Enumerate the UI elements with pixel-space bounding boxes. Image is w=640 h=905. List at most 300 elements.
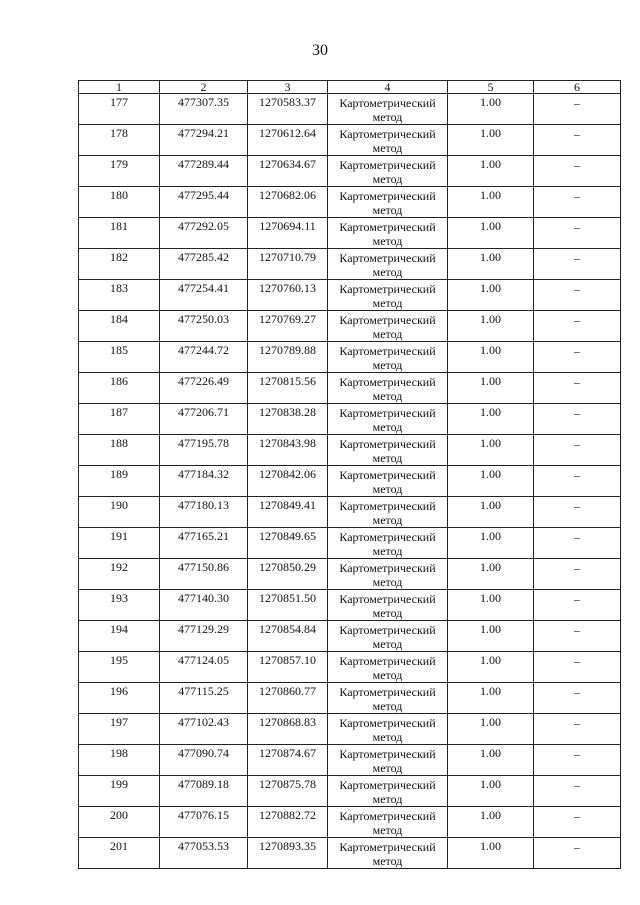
point-number-cell-text: 183 [110, 281, 128, 295]
point-number-cell [79, 528, 160, 559]
accuracy-cell [448, 466, 534, 497]
point-number-cell-text: 201 [110, 839, 128, 853]
point-number-cell [79, 125, 160, 156]
table-row [79, 311, 621, 342]
accuracy-cell [448, 621, 534, 652]
x-coordinate-cell [160, 404, 248, 435]
accuracy-cell-text: 1.00 [480, 808, 501, 822]
x-coordinate-cell [160, 373, 248, 404]
y-coordinate-cell-text: 1270838.28 [259, 405, 316, 419]
x-coordinate-cell-text: 477129.29 [178, 622, 229, 636]
y-coordinate-cell [248, 435, 328, 466]
accuracy-cell [448, 683, 534, 714]
y-coordinate-cell-text: 1270875.78 [259, 777, 316, 791]
method-cell [328, 94, 448, 125]
note-cell-text: – [574, 96, 580, 110]
method-cell [328, 373, 448, 404]
accuracy-cell [448, 218, 534, 249]
x-coordinate-cell-text: 477165.21 [178, 529, 229, 543]
point-number-cell [79, 342, 160, 373]
x-coordinate-cell-text: 477195.78 [178, 436, 229, 450]
x-coordinate-cell-text: 477307.35 [178, 95, 229, 109]
accuracy-cell-text: 1.00 [480, 653, 501, 667]
note-cell-text: – [574, 220, 580, 234]
method-cell [328, 559, 448, 590]
note-cell-text: – [574, 406, 580, 420]
note-cell-text: – [574, 809, 580, 823]
method-cell-text: Картометрический метод [339, 468, 436, 496]
y-coordinate-cell-text: 1270868.83 [259, 715, 316, 729]
note-cell-text: – [574, 747, 580, 761]
accuracy-cell [448, 187, 534, 218]
note-cell [534, 807, 621, 838]
table-row [79, 404, 621, 435]
table-row [79, 125, 621, 156]
x-coordinate-cell-text: 477150.86 [178, 560, 229, 574]
point-number-cell [79, 559, 160, 590]
note-cell-text: – [574, 158, 580, 172]
y-coordinate-cell [248, 559, 328, 590]
method-cell-text: Картометрический метод [339, 375, 436, 403]
y-coordinate-cell-text: 1270612.64 [259, 126, 316, 140]
table-row [79, 466, 621, 497]
x-coordinate-cell-text: 477289.44 [178, 157, 229, 171]
table-row [79, 435, 621, 466]
y-coordinate-cell [248, 776, 328, 807]
note-cell [534, 652, 621, 683]
note-cell [534, 776, 621, 807]
method-cell [328, 187, 448, 218]
method-cell [328, 683, 448, 714]
point-number-cell-text: 184 [110, 312, 128, 326]
x-coordinate-cell-text: 477124.05 [178, 653, 229, 667]
accuracy-cell-text: 1.00 [480, 281, 501, 295]
accuracy-cell [448, 807, 534, 838]
accuracy-cell [448, 435, 534, 466]
method-cell [328, 249, 448, 280]
point-number-cell-text: 191 [110, 529, 128, 543]
y-coordinate-cell-text: 1270882.72 [259, 808, 316, 822]
x-coordinate-cell-text: 477254.41 [178, 281, 229, 295]
accuracy-cell-text: 1.00 [480, 95, 501, 109]
y-coordinate-cell [248, 590, 328, 621]
x-coordinate-cell-text: 477292.05 [178, 219, 229, 233]
accuracy-cell [448, 373, 534, 404]
header-row [79, 81, 621, 94]
table-row [79, 218, 621, 249]
method-cell-text: Картометрический метод [339, 127, 436, 155]
y-coordinate-cell [248, 466, 328, 497]
accuracy-cell [448, 249, 534, 280]
method-cell-text: Картометрический метод [339, 158, 436, 186]
x-coordinate-cell [160, 776, 248, 807]
x-coordinate-cell [160, 187, 248, 218]
accuracy-cell [448, 528, 534, 559]
accuracy-cell [448, 342, 534, 373]
x-coordinate-cell [160, 559, 248, 590]
note-cell [534, 311, 621, 342]
accuracy-cell-text: 1.00 [480, 715, 501, 729]
point-number-cell-text: 182 [110, 250, 128, 264]
note-cell [534, 435, 621, 466]
note-cell [534, 590, 621, 621]
x-coordinate-cell [160, 652, 248, 683]
y-coordinate-cell-text: 1270760.13 [259, 281, 316, 295]
y-coordinate-cell-text: 1270860.77 [259, 684, 316, 698]
note-cell [534, 714, 621, 745]
accuracy-cell [448, 652, 534, 683]
table-row [79, 280, 621, 311]
method-cell-text: Картометрический метод [339, 716, 436, 744]
y-coordinate-cell [248, 373, 328, 404]
x-coordinate-cell-text: 477090.74 [178, 746, 229, 760]
table-row [79, 187, 621, 218]
note-cell-text: – [574, 251, 580, 265]
point-number-cell [79, 435, 160, 466]
table-row [79, 807, 621, 838]
table-row [79, 652, 621, 683]
method-cell-text: Картометрический метод [339, 189, 436, 217]
accuracy-cell-text: 1.00 [480, 219, 501, 233]
point-number-cell [79, 249, 160, 280]
y-coordinate-cell [248, 683, 328, 714]
accuracy-cell-text: 1.00 [480, 467, 501, 481]
note-cell-text: – [574, 685, 580, 699]
point-number-cell [79, 311, 160, 342]
accuracy-cell-text: 1.00 [480, 126, 501, 140]
method-cell-text: Картометрический метод [339, 561, 436, 589]
note-cell-text: – [574, 437, 580, 451]
table-row [79, 94, 621, 125]
x-coordinate-cell [160, 745, 248, 776]
method-cell-text: Картометрический метод [339, 251, 436, 279]
note-cell-text: – [574, 468, 580, 482]
y-coordinate-cell [248, 280, 328, 311]
accuracy-cell [448, 838, 534, 869]
y-coordinate-cell [248, 125, 328, 156]
y-coordinate-cell-text: 1270815.56 [259, 374, 316, 388]
table-row [79, 249, 621, 280]
note-cell [534, 745, 621, 776]
y-coordinate-cell [248, 156, 328, 187]
y-coordinate-cell [248, 249, 328, 280]
accuracy-cell-text: 1.00 [480, 157, 501, 171]
x-coordinate-cell [160, 590, 248, 621]
y-coordinate-cell-text: 1270634.67 [259, 157, 316, 171]
point-number-cell-text: 193 [110, 591, 128, 605]
x-coordinate-cell [160, 435, 248, 466]
method-cell [328, 621, 448, 652]
y-coordinate-cell [248, 652, 328, 683]
y-coordinate-cell [248, 528, 328, 559]
x-coordinate-cell-text: 477180.13 [178, 498, 229, 512]
method-cell [328, 838, 448, 869]
accuracy-cell-text: 1.00 [480, 312, 501, 326]
y-coordinate-cell [248, 745, 328, 776]
note-cell-text: – [574, 375, 580, 389]
y-coordinate-cell-text: 1270874.67 [259, 746, 316, 760]
method-cell-text: Картометрический метод [339, 437, 436, 465]
y-coordinate-cell [248, 621, 328, 652]
table-row [79, 528, 621, 559]
accuracy-cell-text: 1.00 [480, 188, 501, 202]
accuracy-cell [448, 497, 534, 528]
method-cell-text: Картометрический метод [339, 282, 436, 310]
accuracy-cell-text: 1.00 [480, 591, 501, 605]
accuracy-cell-text: 1.00 [480, 250, 501, 264]
point-number-cell [79, 714, 160, 745]
x-coordinate-cell-text: 477089.18 [178, 777, 229, 791]
accuracy-cell [448, 156, 534, 187]
point-number-cell-text: 192 [110, 560, 128, 574]
note-cell [534, 187, 621, 218]
y-coordinate-cell [248, 838, 328, 869]
method-cell-text: Картометрический метод [339, 344, 436, 372]
method-cell [328, 714, 448, 745]
y-coordinate-cell [248, 311, 328, 342]
y-coordinate-cell [248, 807, 328, 838]
x-coordinate-cell-text: 477226.49 [178, 374, 229, 388]
point-number-cell-text: 178 [110, 126, 128, 140]
point-number-cell-text: 198 [110, 746, 128, 760]
point-number-cell [79, 94, 160, 125]
point-number-cell [79, 466, 160, 497]
point-number-cell [79, 776, 160, 807]
y-coordinate-cell-text: 1270849.65 [259, 529, 316, 543]
note-cell-text: – [574, 840, 580, 854]
method-cell-text: Картометрический метод [339, 592, 436, 620]
point-number-cell [79, 404, 160, 435]
note-cell [534, 404, 621, 435]
y-coordinate-cell-text: 1270769.27 [259, 312, 316, 326]
note-cell-text: – [574, 499, 580, 513]
method-cell-text: Картометрический метод [339, 685, 436, 713]
note-cell [534, 466, 621, 497]
method-cell-text: Картометрический метод [339, 778, 436, 806]
accuracy-cell-text: 1.00 [480, 436, 501, 450]
method-cell-text: Картометрический метод [339, 809, 436, 837]
table-header [79, 81, 621, 94]
x-coordinate-cell [160, 342, 248, 373]
point-number-cell-text: 187 [110, 405, 128, 419]
method-cell [328, 156, 448, 187]
method-cell [328, 404, 448, 435]
point-number-cell [79, 807, 160, 838]
point-number-cell [79, 745, 160, 776]
point-number-cell-text: 200 [110, 808, 128, 822]
y-coordinate-cell [248, 404, 328, 435]
accuracy-cell [448, 125, 534, 156]
y-coordinate-cell-text: 1270849.41 [259, 498, 316, 512]
method-cell [328, 807, 448, 838]
x-coordinate-cell [160, 125, 248, 156]
accuracy-cell [448, 311, 534, 342]
point-number-cell-text: 177 [110, 95, 128, 109]
x-coordinate-cell [160, 714, 248, 745]
y-coordinate-cell [248, 187, 328, 218]
note-cell [534, 559, 621, 590]
y-coordinate-cell [248, 714, 328, 745]
accuracy-cell-text: 1.00 [480, 777, 501, 791]
x-coordinate-cell [160, 311, 248, 342]
x-coordinate-cell [160, 683, 248, 714]
x-coordinate-cell-text: 477140.30 [178, 591, 229, 605]
y-coordinate-cell-text: 1270842.06 [259, 467, 316, 481]
accuracy-cell [448, 714, 534, 745]
note-cell-text: – [574, 561, 580, 575]
point-number-cell [79, 590, 160, 621]
method-cell [328, 435, 448, 466]
method-cell [328, 311, 448, 342]
method-cell [328, 466, 448, 497]
point-number-cell-text: 190 [110, 498, 128, 512]
method-cell-text: Картометрический метод [339, 96, 436, 124]
y-coordinate-cell-text: 1270682.06 [259, 188, 316, 202]
method-cell-text: Картометрический метод [339, 220, 436, 248]
accuracy-cell-text: 1.00 [480, 374, 501, 388]
table-row [79, 497, 621, 528]
note-cell-text: – [574, 282, 580, 296]
method-cell-text: Картометрический метод [339, 747, 436, 775]
x-coordinate-cell [160, 838, 248, 869]
method-cell [328, 342, 448, 373]
accuracy-cell [448, 280, 534, 311]
accuracy-cell-text: 1.00 [480, 560, 501, 574]
x-coordinate-cell [160, 249, 248, 280]
x-coordinate-cell-text: 477206.71 [178, 405, 229, 419]
x-coordinate-cell-text: 477076.15 [178, 808, 229, 822]
note-cell-text: – [574, 654, 580, 668]
y-coordinate-cell [248, 94, 328, 125]
method-cell-text: Картометрический метод [339, 623, 436, 651]
point-number-cell [79, 218, 160, 249]
header-col-3: 3 [248, 81, 328, 94]
method-cell [328, 590, 448, 621]
note-cell-text: – [574, 623, 580, 637]
header-col-6: 6 [534, 81, 621, 94]
header-col-2: 2 [160, 81, 248, 94]
y-coordinate-cell-text: 1270694.11 [259, 219, 316, 233]
point-number-cell-text: 180 [110, 188, 128, 202]
method-cell [328, 280, 448, 311]
table-row [79, 590, 621, 621]
table-row [79, 776, 621, 807]
table-row [79, 621, 621, 652]
accuracy-cell [448, 745, 534, 776]
point-number-cell [79, 652, 160, 683]
note-cell [534, 342, 621, 373]
method-cell [328, 497, 448, 528]
point-number-cell [79, 156, 160, 187]
accuracy-cell [448, 590, 534, 621]
note-cell [534, 621, 621, 652]
point-number-cell-text: 185 [110, 343, 128, 357]
header-col-1: 1 [79, 81, 160, 94]
x-coordinate-cell-text: 477250.03 [178, 312, 229, 326]
table-row [79, 714, 621, 745]
accuracy-cell-text: 1.00 [480, 684, 501, 698]
method-cell-text: Картометрический метод [339, 406, 436, 434]
note-cell-text: – [574, 313, 580, 327]
x-coordinate-cell [160, 280, 248, 311]
method-cell [328, 776, 448, 807]
method-cell [328, 218, 448, 249]
y-coordinate-cell-text: 1270854.84 [259, 622, 316, 636]
note-cell-text: – [574, 344, 580, 358]
header-col-4: 4 [328, 81, 448, 94]
note-cell [534, 280, 621, 311]
note-cell [534, 373, 621, 404]
note-cell [534, 125, 621, 156]
y-coordinate-cell [248, 218, 328, 249]
accuracy-cell-text: 1.00 [480, 622, 501, 636]
x-coordinate-cell [160, 156, 248, 187]
accuracy-cell [448, 776, 534, 807]
accuracy-cell-text: 1.00 [480, 529, 501, 543]
note-cell [534, 156, 621, 187]
table-row [79, 156, 621, 187]
x-coordinate-cell-text: 477184.32 [178, 467, 229, 481]
note-cell-text: – [574, 778, 580, 792]
header-col-5: 5 [448, 81, 534, 94]
accuracy-cell-text: 1.00 [480, 746, 501, 760]
x-coordinate-cell [160, 94, 248, 125]
y-coordinate-cell-text: 1270789.88 [259, 343, 316, 357]
method-cell [328, 745, 448, 776]
method-cell-text: Картометрический метод [339, 654, 436, 682]
note-cell-text: – [574, 189, 580, 203]
point-number-cell-text: 188 [110, 436, 128, 450]
table-row [79, 559, 621, 590]
y-coordinate-cell-text: 1270857.10 [259, 653, 316, 667]
note-cell-text: – [574, 716, 580, 730]
note-cell-text: – [574, 530, 580, 544]
accuracy-cell [448, 404, 534, 435]
y-coordinate-cell-text: 1270710.79 [259, 250, 316, 264]
note-cell [534, 94, 621, 125]
point-number-cell-text: 186 [110, 374, 128, 388]
coordinates-table [78, 80, 621, 869]
point-number-cell [79, 683, 160, 714]
y-coordinate-cell-text: 1270843.98 [259, 436, 316, 450]
x-coordinate-cell [160, 497, 248, 528]
note-cell [534, 218, 621, 249]
y-coordinate-cell [248, 497, 328, 528]
x-coordinate-cell [160, 528, 248, 559]
x-coordinate-cell [160, 807, 248, 838]
table-body [79, 94, 621, 869]
accuracy-cell [448, 94, 534, 125]
point-number-cell-text: 197 [110, 715, 128, 729]
y-coordinate-cell-text: 1270583.37 [259, 95, 316, 109]
note-cell-text: – [574, 592, 580, 606]
accuracy-cell-text: 1.00 [480, 498, 501, 512]
y-coordinate-cell-text: 1270850.29 [259, 560, 316, 574]
x-coordinate-cell [160, 218, 248, 249]
note-cell [534, 683, 621, 714]
point-number-cell-text: 179 [110, 157, 128, 171]
x-coordinate-cell-text: 477115.25 [178, 684, 229, 698]
x-coordinate-cell-text: 477294.21 [178, 126, 229, 140]
x-coordinate-cell [160, 466, 248, 497]
method-cell [328, 528, 448, 559]
point-number-cell-text: 194 [110, 622, 128, 636]
method-cell-text: Картометрический метод [339, 840, 436, 868]
point-number-cell [79, 280, 160, 311]
point-number-cell-text: 189 [110, 467, 128, 481]
table-row [79, 838, 621, 869]
y-coordinate-cell-text: 1270851.50 [259, 591, 316, 605]
